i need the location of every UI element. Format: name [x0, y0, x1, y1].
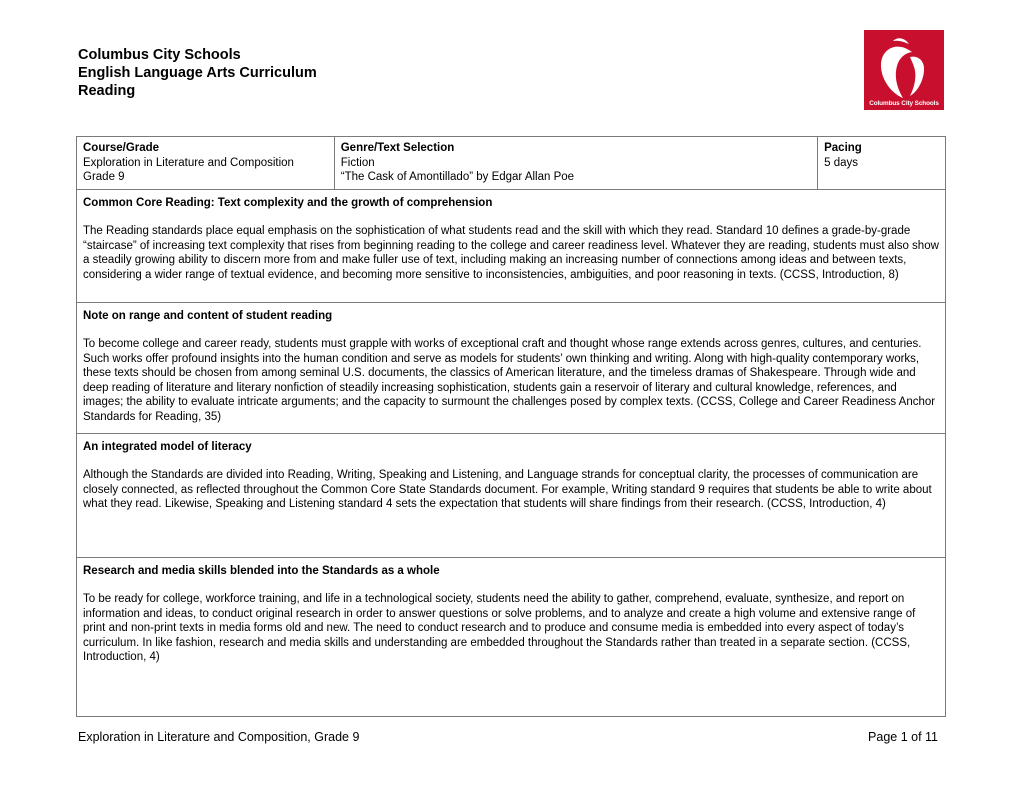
district-name: Columbus City Schools [78, 47, 241, 63]
genre-cell [334, 137, 817, 190]
curriculum-table [76, 136, 946, 717]
info-row [77, 137, 946, 190]
pacing-value: 5 days [824, 156, 858, 169]
curriculum-name: English Language Arts Curriculum [78, 65, 317, 81]
section-heading: Note on range and content of student reading [83, 309, 333, 322]
course-name: Exploration in Literature and Composition [83, 156, 294, 169]
grade-level: Grade 9 [83, 171, 125, 183]
apple-logo-icon [864, 30, 944, 110]
section-row [77, 433, 946, 557]
section-heading: An integrated model of literacy [83, 440, 252, 453]
document-header [78, 46, 317, 100]
section-cell [77, 302, 946, 433]
section-heading: Common Core Reading: Text complexity and the growth of comprehension [83, 196, 493, 209]
footer-page-number: Page 1 of 11 [868, 730, 938, 744]
section-cell [77, 189, 946, 302]
section-body: The Reading standards place equal emphasis on the sophistication of what students read and the skill with which they read. Standard 10 defines a grade-by-grade “staircase” of increasing text complexity that rises from beginning reading to the college and career readiness level. Whatever they are reading, students must also show a steadily growing ability to discern more from and make fuller use of text, including making an increasing number of connections among ideas and between texts, considering a wider range of textual evidence, and becoming more sensitive to inconsistencies, ambiguities, and poor reasoning in texts. (CCSS, Introduction, 8) [83, 225, 939, 281]
pacing-cell [818, 137, 946, 190]
section-cell [77, 433, 946, 557]
section-body: To become college and career ready, students must grapple with works of exceptional craft and thought whose range extends across genres, cultures, and centuries. Such works offer profound insights into the human condition and serve as models for students’ own thinking and writing. Along with high-quality contemporary works, these texts should be chosen from among seminal U.S. documents, the classics of American literature, and the timeless dramas of Shakespeare. Through wide and deep reading of literature and literary nonfiction of steadily increasing sophistication, students gain a reservoir of literary and cultural knowledge, references, and images; the ability to evaluate intricate arguments; and the capacity to surmount the challenges posed by complex texts. (CCSS, College and Career Readiness Anchor Standards for Reading, 35) [83, 338, 936, 423]
course-grade-cell [77, 137, 335, 190]
subject-name: Reading [78, 83, 136, 99]
section-heading: Research and media skills blended into the Standards as a whole [83, 564, 440, 577]
section-row [77, 302, 946, 433]
section-row [77, 189, 946, 302]
section-cell [77, 557, 946, 716]
logo-text: Columbus City Schools [869, 100, 939, 107]
text-selection: “The Cask of Amontillado” by Edgar Allan Poe [340, 171, 575, 183]
section-row [77, 557, 946, 716]
genre-name: Fiction [340, 156, 375, 169]
district-logo [864, 30, 944, 110]
pacing-heading: Pacing [824, 142, 862, 154]
section-body: To be ready for college, workforce training, and life in a technological society, students need the ability to gather, comprehend, evaluate, synthesize, and report on information and ideas, to conduct original research in order to answer questions or solve problems, and to analyze and create a high volume and extensive range of print and non-print texts in media forms old and new. The need to conduct research and to produce and consume media is embedded into every aspect of today’s curriculum. In like fashion, research and media skills and understanding are embedded throughout the Standards rather than treated in a separate section. (CCSS, Introduction, 4) [83, 593, 916, 663]
footer-course-title: Exploration in Literature and Composition, Grade 9 [78, 730, 360, 744]
genre-heading: Genre/Text Selection [340, 142, 455, 154]
section-body: Although the Standards are divided into Reading, Writing, Speaking and Listening, and Language strands for conceptual clarity, the processes of communication are closely connected, as reflected throughout the Common Core State Standards document. For example, Writing standard 9 requires that students be able to write about what they read. Likewise, Speaking and Listening standard 4 sets the expectation that students will share findings from their research. (CCSS, Introduction, 4) [83, 469, 932, 510]
course-grade-heading: Course/Grade [83, 142, 160, 154]
